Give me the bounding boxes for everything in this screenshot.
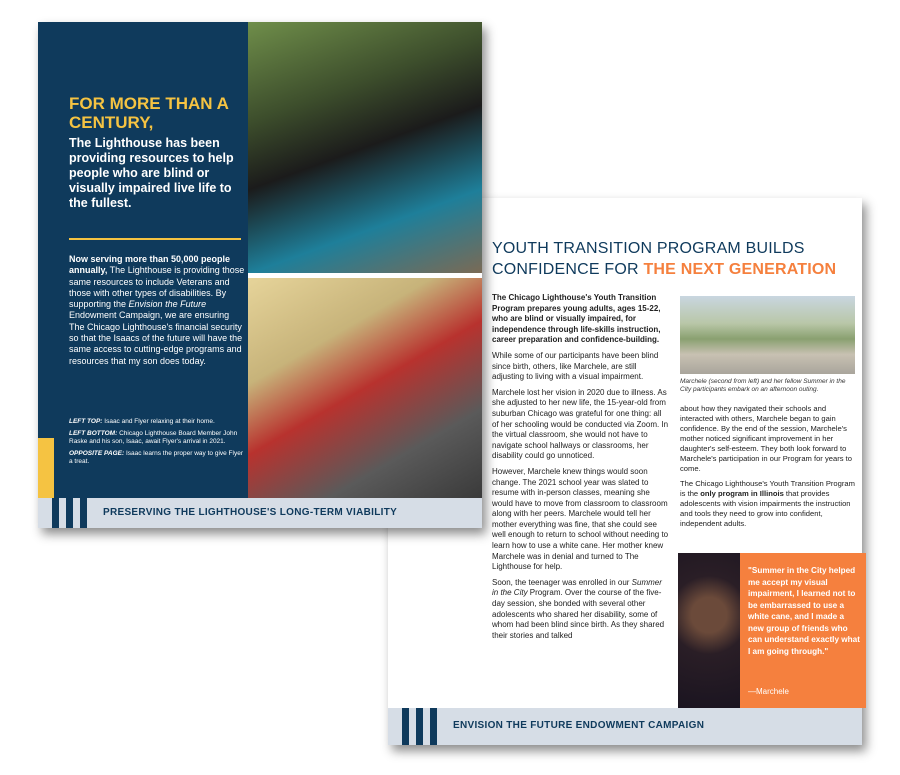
stripe [402,708,409,745]
navy-panel [38,22,248,498]
left-page [38,22,482,528]
footer-title: ENVISION THE FUTURE ENDOWMENT CAMPAIGN [453,720,705,731]
program-name: Summer in the City [492,577,662,598]
caption-text: Chicago Lighthouse Board Member John Raske and his son, Isaac, await Flyer's arrival in 2021. [69,430,238,445]
caption-label: OPPOSITE PAGE: [69,450,125,457]
text: Endowment Campaign, we are ensuring The Chicago Lighthouse's financial security so that the Isaacs of the future will have the same access to cutting-edge programs and resources that my son does today. [69,310,243,366]
caption-label: LEFT TOP: [69,418,103,425]
isaac-and-flyer-photo [248,22,482,273]
footer-title: PRESERVING THE LIGHTHOUSE'S LONG-TERM VIABILITY [103,507,398,518]
campaign-name: Envision the Future [128,299,207,310]
paragraph: Marchele lost her vision in 2020 due to illness. As she adjusted to her new life, the 15-year-old from suburban Chicago was grateful for one thing: all of her schooling would be conducted via Zoom. In the virtual classroom, she would not have to navigate school hallways or classrooms, her disability could go unnoticed. [492,387,669,461]
paragraph: about how they navigated their schools and interacted with others, Marchele began to gain confidence. By the end of the session, Marchele's mother noticed significant improvement in her daughter's self-esteem. They both look forward to Marchele's participation in our Program for years to come. [680,404,852,473]
marchele-photo [678,553,740,708]
john-and-isaac-photo [248,278,482,498]
right-headline [492,238,836,280]
caption [69,430,245,446]
caption-text: Isaac learns the proper way to give Flyer a treat. [69,450,244,465]
paragraph: However, Marchele knew things would soon change. The 2021 school year was slated to resume with in-person classes, meaning she would have to move from classroom to classroom along with her peers. Marchele would tell her mother everything was fine, that she could see well enough to return to school without needing to learn how to use a white cane. Her mother knew Marchele was in denial and turned to The Lighthouse for help. [492,466,669,572]
right-column [680,404,855,534]
stripe [52,498,59,528]
stripe [66,498,73,528]
quote-author: —Marchele [748,687,789,696]
stripe [416,708,423,745]
headline-line-2b: THE NEXT GENERATION [643,261,837,278]
text: Soon, the teenager was enrolled in our [492,577,632,587]
caption [69,418,245,426]
text: The Lighthouse is providing those same resources to include Veterans and those with other types of disabilities. By supporting the [69,265,245,310]
body-text [69,254,245,367]
gold-bar [38,438,54,498]
text: that provides adolescents with vision impairments the instruction and tools they need to grow into confident, independent adults. [680,489,851,528]
divider [69,238,241,240]
body-bold: Now serving more than 50,000 people annually, [69,254,231,276]
right-footer [388,708,862,745]
quote-box [678,553,866,708]
paragraph [492,578,670,642]
paragraph [680,479,855,529]
text: Program. Over the course of the five-day session, she bonded with several other adolescents who shared her disability, some of whom had been blind since birth. As they shared their stories and talked [492,588,665,640]
headline: FOR MORE THAN A CENTURY, [69,94,229,132]
caption-text: Isaac and Flyer relaxing at their home. [102,418,215,425]
photo-captions [69,418,245,470]
subhead: The Lighthouse has been providing resources to help people who are blind or visually impaired live life to the fullest. [69,136,234,210]
emphasis: only program in Illinois [700,489,784,498]
headline-line-1: YOUTH TRANSITION PROGRAM BUILDS [492,240,805,257]
caption-label: LEFT BOTTOM: [69,430,118,437]
quote-text: "Summer in the City helped me accept my visual impairment, I learned not to be embarrassed to use a white cane, and I made a new group of friends who can understand exactly what I am going through." [748,566,860,656]
left-footer [38,498,482,528]
stripe [80,498,87,528]
headline-line-2a: CONFIDENCE FOR [492,261,644,278]
intro: The Chicago Lighthouse's Youth Transition Program prepares young adults, ages 15-22, who are blind or visually impaired, for independence through life-skills instruction, career preparation and confidence-building. [492,293,661,345]
group-outing-photo [680,296,855,374]
photo-caption: Marchele (second from left) and her fellow Summer in the City participants embark on an afternoon outing. [680,378,846,393]
left-column [492,293,670,646]
stripe [430,708,437,745]
caption [69,450,245,466]
paragraph: While some of our participants have been blind since birth, others, like Marchele, are still adjusting to living with a visual impairment. [492,350,659,382]
text: The Chicago Lighthouse's Youth Transition Program is the [680,479,855,498]
